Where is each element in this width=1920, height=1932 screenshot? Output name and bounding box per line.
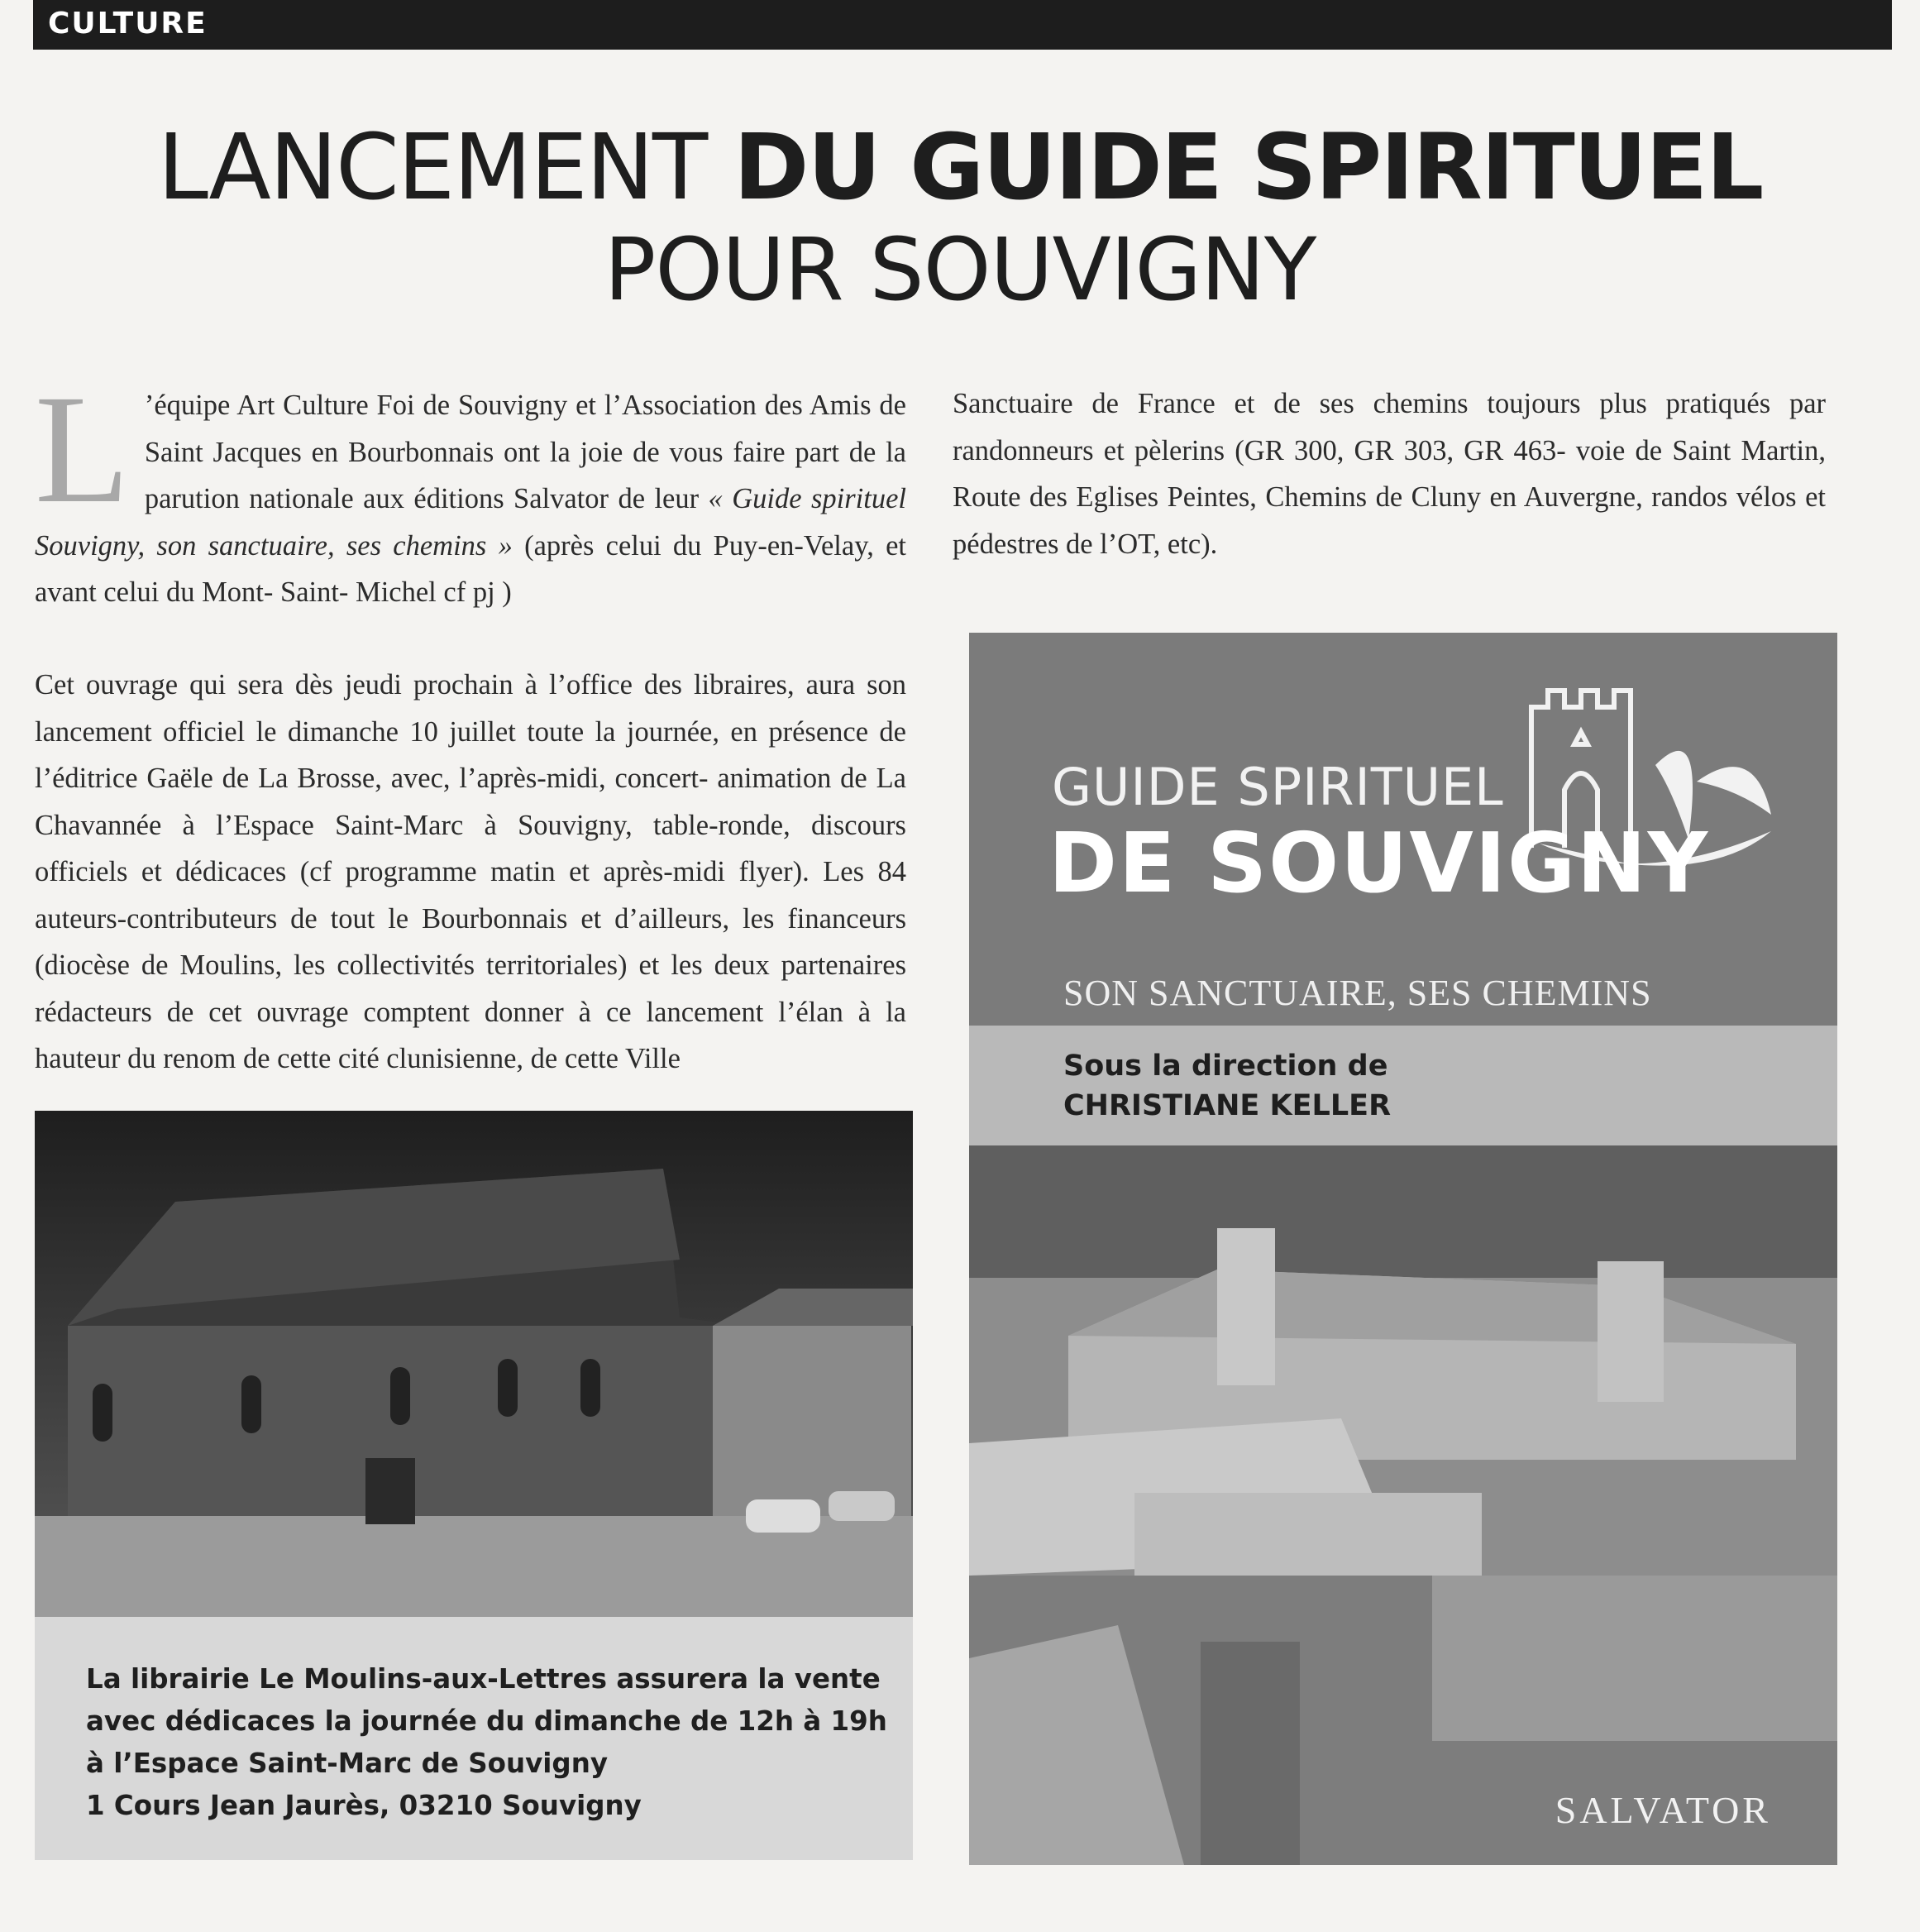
paragraph-3-text: Sanctuaire de France et de ses chemins toujours plus pratiqués par randonneurs et pèlerins (GR 300, GR 303, GR 463- voie de Saint Martin, Route des Eglises Peintes, Chemins de Cluny en Auvergne, randos vélos et pédestres de l’OT, etc). <box>953 388 1826 560</box>
cover-subtitle: SON SANCTUAIRE, SES CHEMINS <box>1063 973 1652 1013</box>
headline-bold: DU GUIDE SPIRITUEL <box>733 114 1763 220</box>
cover-publisher: SALVATOR <box>1555 1789 1771 1831</box>
cover-direction-line1: Sous la direction de <box>1063 1050 1388 1083</box>
headline-line2: POUR SOUVIGNY <box>604 219 1316 320</box>
drop-cap: L <box>35 362 130 535</box>
section-header-bar <box>33 0 1892 50</box>
paragraph-1-text: ’équipe Art Culture Foi de Souvigny et l’Association des Amis de Saint Jacques en Bourbonnais ont la joie de vous faire part de la parution nationale aux éditions Salvator de leur <box>144 390 906 514</box>
article-paragraph-3 <box>953 380 1826 567</box>
article-paragraph-1 <box>35 362 906 616</box>
section-label: CULTURE <box>48 7 208 41</box>
cover-direction-line2: CHRISTIANE KELLER <box>1063 1089 1392 1122</box>
caption-text <box>86 1658 896 1827</box>
cover-title-line2: DE SOUVIGNY <box>1048 815 1710 911</box>
article-headline <box>0 116 1920 321</box>
caption-box <box>35 1617 913 1860</box>
paragraph-2-text: Cet ouvrage qui sera dès jeudi prochain à l’office des libraires, aura son lancement officiel le dimanche 10 juillet toute la journée, en présence de l’éditrice Gaële de La Brosse, avec, l’après-midi, concert- animation de La Chavannée à l’Espace Saint-Marc à Souvigny, table-ronde, discours officiels et dédicaces (cf programme matin et après-midi flyer). Les 84 auteurs-contributeurs de tout le Bourbonnais et d’ailleurs, les financeurs (diocèse de Moulins, les collectivités territoriales) et les deux partenaires rédacteurs de cet ouvrage comptent donner à ce lancement l’élan à la hauteur du renom de cette cité clunisienne, de cette Ville <box>35 669 906 1074</box>
headline-light: LANCEMENT <box>157 114 734 220</box>
book-title-italic: « Guide spirituel Souvigny, son sanctuaire, ses chemins » <box>35 483 906 562</box>
cover-direction <box>1063 1046 1391 1126</box>
caption-line-1: La librairie Le Moulins-aux-Lettres assurera la vente <box>86 1663 881 1695</box>
cover-aerial-photo <box>969 1145 1837 1865</box>
cover-title-line1: GUIDE SPIRITUEL <box>1052 757 1504 817</box>
book-cover <box>969 633 1837 1865</box>
church-photo <box>35 1111 913 1617</box>
article-paragraph-2 <box>35 662 906 1083</box>
paragraph-1-end: (après celui du Puy-en-Velay, et avant celui du Mont- Saint- Michel cf pj ) <box>35 529 906 608</box>
caption-line-2: avec dédicaces la journée du dimanche de 12h à 19h <box>86 1705 887 1737</box>
caption-line-4: 1 Cours Jean Jaurès, 03210 Souvigny <box>86 1790 642 1821</box>
caption-line-3: à l’Espace Saint-Marc de Souvigny <box>86 1748 609 1779</box>
